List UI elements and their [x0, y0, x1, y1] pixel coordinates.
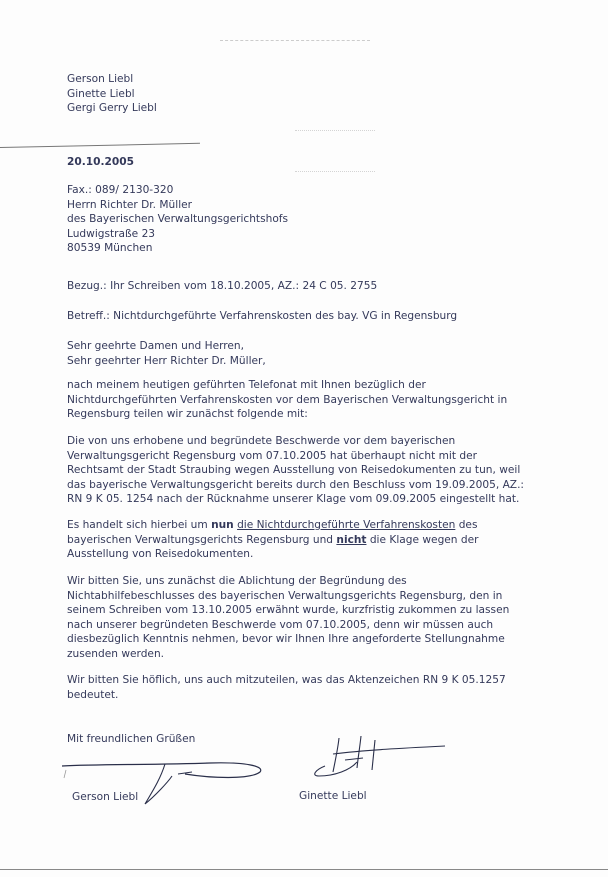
paragraph-line: Die von uns erhobene und begründete Beschwerde vor dem bayerischen	[67, 435, 456, 447]
show-through-artifact	[295, 130, 375, 172]
emphasis-nun: nun	[211, 519, 234, 531]
paragraph-line: Wir bitten Sie höflich, uns auch mitzuteilen, was das Aktenzeichen RN 9 K 05.1257	[67, 674, 506, 686]
signer-name-gerson: Gerson Liebl	[72, 791, 139, 803]
paragraph-line	[67, 533, 478, 548]
letter-date: 20.10.2005	[67, 156, 135, 168]
paragraph-line: bedeutet.	[67, 688, 119, 701]
recipient-line: des Bayerischen Verwaltungsgerichtshofs	[67, 213, 289, 226]
show-through-artifact	[220, 40, 370, 47]
sender-line: Gerson Liebl	[67, 73, 134, 85]
salutation-line: Sehr geehrte Damen und Herren,	[67, 340, 245, 352]
subject-line: Betreff.: Nichtdurchgeführte Verfahrenskosten des bay. VG in Regensburg	[67, 310, 458, 322]
paragraph-line: nach meinem heutigen geführten Telefonat mit Ihnen bezüglich der	[67, 379, 426, 391]
scan-edge-line	[0, 869, 608, 870]
closing-line: Mit freundlichen Grüßen	[67, 733, 196, 745]
recipient-line: Herrn Richter Dr. Müller	[67, 198, 193, 211]
paragraph-5	[67, 673, 506, 702]
paragraph-4	[67, 574, 509, 662]
text-run: die Klage wegen der	[366, 533, 479, 546]
salutation-line: Sehr geehrter Herr Richter Dr. Müller,	[67, 354, 266, 367]
paragraph-line: zusenden werden.	[67, 647, 165, 660]
paragraph-line: diesbezüglich Kenntnis nehmen, bevor wir Ihnen Ihre angeforderte Stellungnahme	[67, 633, 505, 646]
text-run: bayerischen Verwaltungsgerichts Regensburg und	[67, 533, 337, 546]
paragraph-line: nach unserer begründeten Beschwerde vom 07.10.2005, denn wir müssen auch	[67, 618, 494, 631]
paragraph-1	[67, 378, 507, 422]
recipient-block	[67, 183, 288, 256]
recipient-line: 80539 München	[67, 242, 153, 255]
paragraph-line: Nichtabhilfebeschlusses des bayerischen Verwaltungsgerichts Regensburg, den in	[67, 589, 503, 602]
recipient-line: Fax.: 089/ 2130-320	[67, 184, 174, 196]
paragraph-line: seinem Schreiben vom 13.10.2005 erwähnt wurde, kurzfristig zukommen zu lassen	[67, 604, 510, 617]
paragraph-line: Rechtsamt der Stadt Straubing wegen Ausstellung von Reisedokumenten zu tun, weil	[67, 464, 521, 477]
sender-line: Gergi Gerry Liebl	[67, 102, 157, 115]
paragraph-line: Wir bitten Sie, uns zunächst die Ablichtung der Begründung des	[67, 575, 407, 587]
signer-name-ginette: Ginette Liebl	[299, 790, 367, 802]
sender-line: Ginette Liebl	[67, 87, 135, 100]
paragraph-line: RN 9 K 05. 1254 nach der Rücknahme unserer Klage vom 09.09.2005 eingestellt hat.	[67, 493, 520, 506]
paragraph-3	[67, 518, 478, 562]
separator-line	[0, 143, 200, 148]
paragraph-line: das bayerische Verwaltungsgericht bereits durch den Beschluss vom 19.09.2005, AZ.:	[67, 478, 525, 491]
text-run: Es handelt sich hierbei um	[67, 519, 212, 531]
underlined-phrase: die Nichtdurchgeführte Verfahrenskosten	[237, 519, 456, 531]
text-run: des	[455, 519, 478, 531]
paragraph-2	[67, 434, 524, 507]
emphasis-nicht: nicht	[336, 533, 367, 546]
recipient-line: Ludwigstraße 23	[67, 227, 156, 240]
paragraph-line: Nichtdurchgeführten Verfahrenskosten vor dem Bayerischen Verwaltungsgericht in	[67, 393, 508, 406]
salutation-block	[67, 339, 266, 368]
paragraph-line: Regensburg teilen wir zunächst folgende mit:	[67, 408, 308, 421]
sender-block	[67, 72, 157, 116]
paragraph-line	[67, 518, 478, 533]
signature-ginette	[305, 732, 455, 780]
paragraph-line: Verwaltungsgericht Regensburg vom 07.10.2005 hat überhaupt nicht mit der	[67, 449, 477, 462]
paragraph-line: Ausstellung von Reisedokumenten.	[67, 548, 254, 561]
reference-line: Bezug.: Ihr Schreiben vom 18.10.2005, AZ.: 24 C 05. 2755	[67, 280, 378, 292]
